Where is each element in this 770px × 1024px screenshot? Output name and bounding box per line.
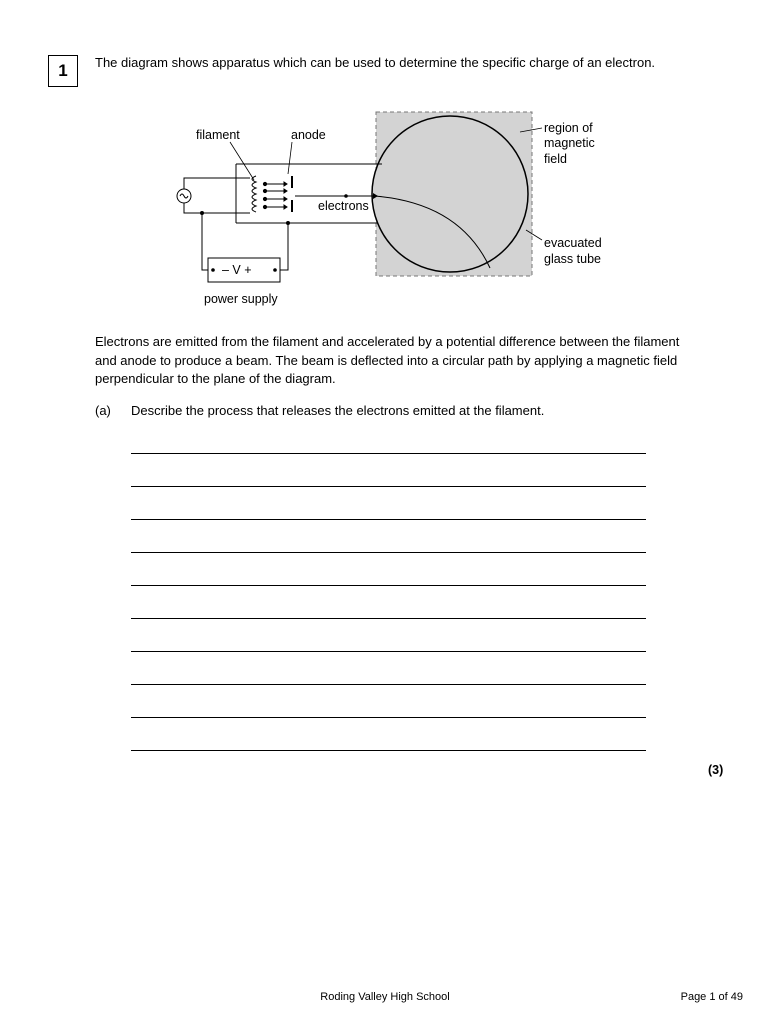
label-region-1: region of [544, 121, 593, 135]
answer-line[interactable] [131, 453, 646, 454]
answer-line[interactable] [131, 585, 646, 586]
emitted-electron-arrows [263, 182, 287, 209]
question-number: 1 [58, 61, 68, 80]
power-supply-terminal-pos [273, 268, 277, 272]
label-anode: anode [291, 128, 326, 142]
label-electrons: electrons [318, 199, 369, 213]
label-region-3: field [544, 152, 567, 166]
wire-junction-right [286, 221, 290, 225]
beam-electron [344, 194, 348, 198]
power-supply-symbol: – V + [222, 263, 252, 277]
answer-line[interactable] [131, 750, 646, 751]
footer-page-number: Page 1 of 49 [680, 991, 743, 1003]
answer-line[interactable] [131, 618, 646, 619]
label-filament: filament [196, 128, 240, 142]
part-a-label: (a) [95, 403, 111, 418]
label-region-2: magnetic [544, 136, 595, 150]
label-tube-2: glass tube [544, 252, 601, 266]
part-a-question: Describe the process that releases the electrons emitted at the filament. [131, 403, 545, 418]
wire-junction-left [200, 211, 204, 215]
power-supply-terminal-neg [211, 268, 215, 272]
answer-line[interactable] [131, 519, 646, 520]
answer-line[interactable] [131, 552, 646, 553]
explanation-paragraph: Electrons are emitted from the filament and accelerated by a potential difference between the filament and anode to produce a beam. The beam is deflected into a circular path by applying a magnetic field perpendicular to the plane of the diagram. [95, 334, 680, 386]
answer-line[interactable] [131, 651, 646, 652]
footer-school-name: Roding Valley High School [320, 991, 450, 1003]
question-intro: The diagram shows apparatus which can be used to determine the specific charge of an electron. [95, 55, 656, 70]
answer-line[interactable] [131, 717, 646, 718]
answer-line[interactable] [131, 486, 646, 487]
filament-coil [252, 176, 256, 212]
label-power-supply: power supply [204, 292, 278, 306]
question-number-box [48, 55, 78, 87]
apparatus-diagram [170, 108, 610, 313]
answer-line[interactable] [131, 684, 646, 685]
marks-indicator: (3) [708, 763, 724, 777]
label-tube-1: evacuated [544, 236, 602, 250]
glass-tube-bulb [372, 116, 528, 272]
glass-tube-neck [236, 164, 382, 223]
